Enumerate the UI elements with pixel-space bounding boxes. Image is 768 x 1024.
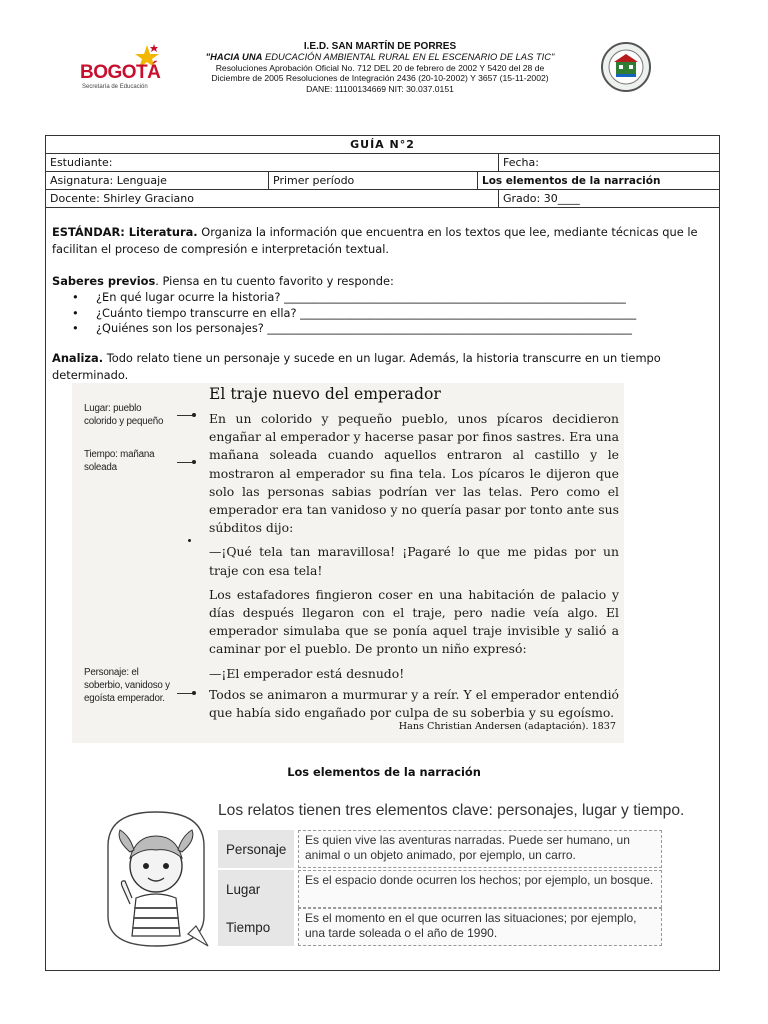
elements-intro: Los relatos tienen tres elementos clave: personajes, lugar y tiempo. — [218, 802, 685, 819]
story-signature: Hans Christian Andersen (adaptación). 1837 — [398, 721, 616, 732]
section-title: Los elementos de la narración — [287, 765, 481, 779]
element-description: Es el espacio donde ocurren los hechos; por ejemplo, un bosque. — [298, 870, 662, 908]
element-description: Es el momento en el que ocurren las situaciones; por ejemplo, una tarde soleada o el año de 1990. — [298, 908, 662, 946]
element-label: Tiempo — [218, 908, 294, 946]
topic-cell: Los elementos de la narración — [478, 172, 720, 190]
note-character: Personaje: el soberbio, vanidoso y egoísta emperador. — [84, 667, 170, 704]
element-row-tiempo — [218, 908, 662, 946]
question-place[interactable]: • ¿En qué lugar ocurre la historia? ____________________________________________________________ — [72, 290, 712, 306]
teacher-cell: Docente: Shirley Graciano — [46, 190, 499, 208]
element-row-lugar — [218, 870, 662, 908]
school-header — [170, 42, 590, 94]
analyze-paragraph: Analiza. Todo relato tiene un personaje y sucede en un lugar. Además, la historia transcurre en un tiempo determinado. — [52, 351, 661, 382]
story-paragraph: Todos se animaron a murmurar y a reír. Y el emperador entendió que había sido engañado por culpa de su soberbia y su egoísmo. — [209, 686, 619, 721]
story-paragraph: En un colorido y pequeño pueblo, unos pícaros decidieron engañar al emperador y hacerse pasar por finos sastres. Era una mañana soleada cuando aquellos entraron al castillo y le mostraron al emperador su fina tela. Los pícaros le dijeron que solo las personas sabias podrían ver las telas. Pero como el emperador era tan vanidoso y no quería pasar por tonto ante sus súbditos dijo: — [209, 411, 619, 536]
guide-info-table — [45, 135, 720, 208]
element-row-personaje — [218, 830, 662, 868]
period-cell: Primer período — [269, 172, 478, 190]
element-label: Personaje — [218, 830, 294, 868]
element-label: Lugar — [218, 870, 294, 908]
prior-knowledge: Saberes previos. Piensa en tu cuento favorito y responde: — [52, 274, 394, 288]
student-field[interactable]: Estudiante: — [46, 154, 499, 172]
element-description: Es quien vive las aventuras narradas. Puede ser humano, un animal o un objeto animado, por ejemplo, un carro. — [298, 830, 662, 868]
school-name: I.E.D. SAN MARTÍN DE PORRES — [303, 41, 457, 52]
prior-label: Saberes previos — [52, 274, 156, 288]
standard-paragraph: ESTÁNDAR: Literatura. Organiza la información que encuentra en los textos que lee, mediante técnicas que le facilitan el proceso de compresión e interpretación textual. — [52, 225, 698, 256]
connector-dot — [192, 460, 196, 464]
connector-dot — [192, 691, 196, 695]
school-motto: "HACIA UNA EDUCACIÓN AMBIENTAL RURAL EN EL ESCENARIO DE LAS TIC" — [205, 51, 555, 63]
connector-line — [177, 693, 193, 694]
connector-line — [177, 415, 193, 416]
date-field[interactable]: Fecha: — [499, 154, 720, 172]
story-paragraph: Los estafadores fingieron coser en una habitación de palacio y días después llegaron con el traje, pero nadie veía algo. El emperador simulaba que se ponía aquel traje invisible y salió a caminar por el pueblo. De pronto un niño expresó: — [209, 586, 619, 657]
story-title: El traje nuevo del emperador — [209, 385, 441, 403]
resolution-line-1: Resoluciones Aprobación Oficial No. 712 DEL 20 de febrero de 2002 Y 5420 del 28 de — [215, 62, 545, 73]
bogota-logo — [76, 44, 166, 94]
guide-title: GUÍA N°2 — [46, 136, 720, 154]
note-time: Tiempo: mañana soleada — [84, 449, 155, 473]
connector-dot — [188, 539, 191, 542]
prior-questions — [72, 290, 712, 337]
connector-dot — [192, 413, 196, 417]
standard-label: ESTÁNDAR: Literatura. — [52, 225, 198, 239]
analyze-label: Analiza. — [52, 351, 104, 365]
logo-subtitle: Secretaría de Educación — [82, 84, 148, 90]
note-place: Lugar: pueblo colorido y pequeño — [84, 403, 164, 427]
connector-line — [177, 462, 193, 463]
question-characters[interactable]: • ¿Quiénes son los personajes? ________________________________________________________________ — [72, 321, 712, 337]
story-paragraph: —¡El emperador está desnudo! — [209, 665, 405, 681]
story-body — [209, 410, 619, 728]
subject-cell: Asignatura: Lenguaje — [46, 172, 269, 190]
logo-brand: BOGOTÁ — [80, 62, 161, 83]
story-paragraph: —¡Qué tela tan maravillosa! ¡Pagaré lo que me pidas por un traje con esa tela! — [209, 544, 619, 578]
girl-illustration-icon — [100, 806, 212, 952]
question-time[interactable]: • ¿Cuánto tiempo transcurre en ella? ___________________________________________________________ — [72, 306, 712, 322]
school-seal-icon — [600, 40, 652, 94]
dane-nit: DANE: 11100134669 NIT: 30.037.0151 — [306, 83, 454, 94]
grade-field[interactable]: Grado: 30____ — [499, 190, 720, 208]
resolution-line-2: Diciembre de 2005 Resoluciones de Integración 2436 (20-10-2002) Y 3657 (15-11-2002) — [211, 73, 549, 84]
